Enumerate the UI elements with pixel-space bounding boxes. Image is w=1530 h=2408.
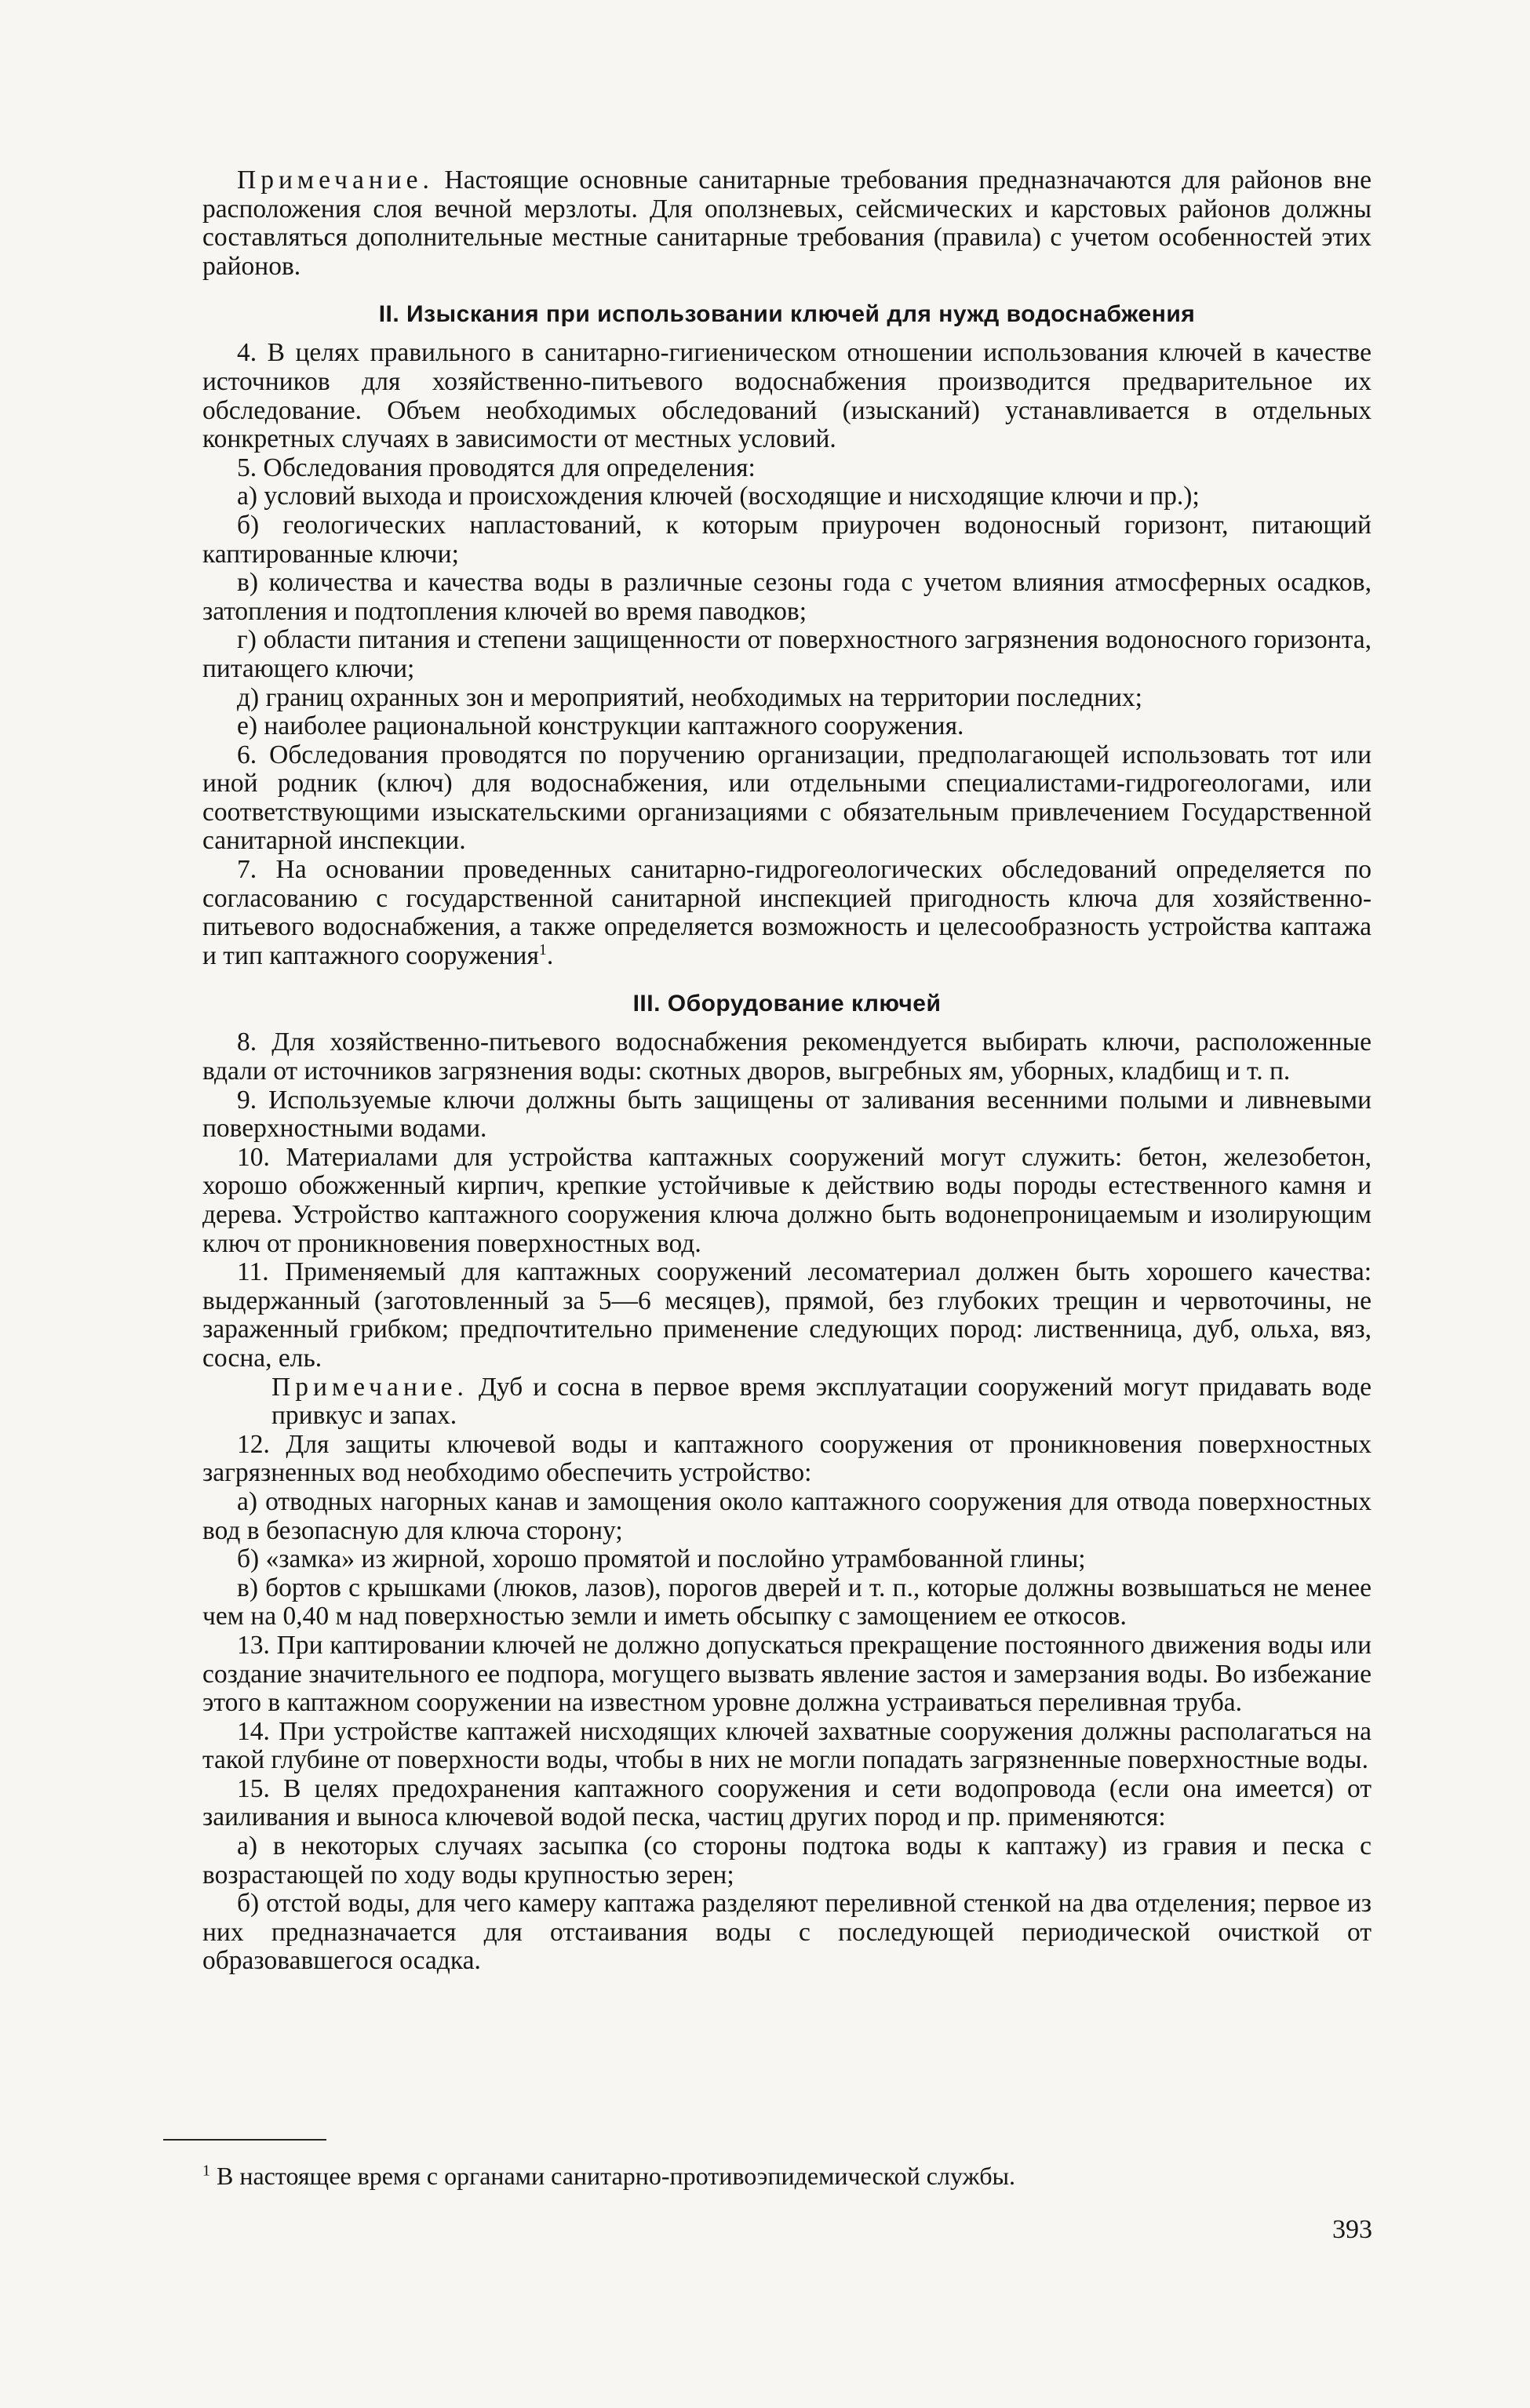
note-text: Дуб и сосна в первое время эксплуатации сооружений могут придавать воде привкус и запах. <box>271 1372 1372 1431</box>
page-number: 393 <box>1332 2215 1372 2244</box>
page-body <box>202 166 1372 1976</box>
note-label: Примечание. <box>271 1372 468 1402</box>
footnote-text: В настоящее время с органами санитарно-противоэпидемической службы. <box>210 2162 1016 2190</box>
item-5v: в) количества и качества воды в различные сезоны года с учетом влияния атмосферных осадков, затопления и подтопления ключей во время паводков; <box>202 568 1372 626</box>
paragraph-8: 8. Для хозяйственно-питьевого водоснабжения рекомендуется выбирать ключи, расположенные вдали от источников загрязнения воды: скотных дворов, выгребных ям, уборных, кладбищ и т. п. <box>202 1028 1372 1086</box>
paragraph-14: 14. При устройстве каптажей нисходящих ключей захватные сооружения должны располагаться на такой глубине от поверхности воды, чтобы в них не могли попадать загрязненные поверхностные воды. <box>202 1716 1372 1775</box>
footnote-marker: 1 <box>538 940 547 958</box>
paragraph-5: 5. Обследования проводятся для определения: <box>237 453 756 482</box>
note-paragraph-11 <box>237 1373 1372 1431</box>
intro-note <box>202 166 1372 281</box>
section-2-title: II. Изыскания при использовании ключей для нужд водоснабжения <box>378 301 1196 328</box>
paragraph-4: 4. В целях правильного в санитарно-гигиеническом отношении использования ключей в качестве источников для хозяйственно-питьевого водоснабжения производится предварительное их обследование. Объем необходимых обследований (изысканий) устанавливается в отдельных конкретных случаях в зависимости от местных условий. <box>202 338 1372 454</box>
paragraph-7-text: 7. На основании проведенных санитарно-гидрогеологических обследований определяется по согласованию с государственной санитарной инспекцией пригодность ключа для хозяйственно-питьевого водоснабжения, а также определяется возможность и целесообразность устройства каптажа и тип каптажного сооружения <box>202 855 1372 970</box>
footnote <box>202 2162 1372 2190</box>
item-5d: д) границ охранных зон и мероприятий, необходимых на территории последних; <box>237 682 1142 712</box>
paragraph-15: 15. В целях предохранения каптажного сооружения и сети водопровода (если она имеется) от заиливания и выноса ключевой водой песка, частиц других пород и пр. применяются: <box>202 1773 1372 1832</box>
paragraph-7-end: . <box>546 940 554 970</box>
item-15b: б) отстой воды, для чего камеру каптажа разделяют переливной стенкой на два отделения; первое из них предназначается для отстаивания воды с последующей периодической очисткой от образовавшегося осадка. <box>202 1889 1372 1976</box>
item-12a: а) отводных нагорных канав и замощения около каптажного сооружения для отвода поверхностных вод в безопасную для ключа сторону; <box>202 1486 1372 1545</box>
paragraph-6: 6. Обследования проводятся по поручению организации, предполагающей использовать тот или иной родник (ключ) для водоснабжения, или отдельными специалистами-гидрогеологами, или соответствующими изыскательскими организациями с обязательным привлечением Государственной санитарной инспекции. <box>202 740 1372 856</box>
item-5b: б) геологических напластований, к которым приурочен водоносный горизонт, питающий каптированные ключи; <box>202 510 1372 569</box>
item-5a: а) условий выхода и происхождения ключей (восходящие и нисходящие ключи и пр.); <box>237 482 1200 511</box>
paragraph-9: 9. Используемые ключи должны быть защищены от заливания весенними полыми и ливневыми поверхностными водами. <box>202 1085 1372 1144</box>
item-12b: б) «замка» из жирной, хорошо промятой и послойно утрамбованной глины; <box>237 1544 1086 1574</box>
paragraph-12: 12. Для защиты ключевой воды и каптажного сооружения от проникновения поверхностных загрязненных вод необходимо обеспечить устройство: <box>202 1429 1372 1488</box>
note-text: Настоящие основные санитарные требования предназначаются для районов вне расположения слоя вечной мерзлоты. Для оползневых, сейсмических и карстовых районов должны составляться дополнительные местные санитарные требования (правила) с учетом особенностей этих районов. <box>202 166 1372 281</box>
paragraph-10: 10. Материалами для устройства каптажных сооружений могут служить: бетон, железобетон, хорошо обожженный кирпич, крепкие устойчивые к действию воды породы естественного камня и дерева. Устройство каптажного сооружения ключа должно быть водонепроницаемым и изолирующим ключ от проникновения поверхностных вод. <box>202 1142 1372 1258</box>
footnote-divider <box>163 2139 326 2141</box>
item-15a: а) в некоторых случаях засыпка (со стороны подтока воды к каптажу) из гравия и песка с возрастающей по ходу воды крупностью зерен; <box>202 1831 1372 1890</box>
note-label: Примечание. <box>237 166 434 195</box>
footnote-mark: 1 <box>202 2162 210 2180</box>
item-5g: г) области питания и степени защищенности от поверхностного загрязнения водоносного горизонта, питающего ключи; <box>202 625 1372 683</box>
paragraph-13: 13. При каптировании ключей не должно допускаться прекращение постоянного движения воды или создание значительного ее подпора, могущего вызвать явление застоя и замерзания воды. Во избежание этого в каптажном сооружении на известном уровне должна устраиваться переливная труба. <box>202 1630 1372 1718</box>
paragraph-7 <box>202 856 1372 970</box>
section-3-title: III. Оборудование ключей <box>632 991 942 1017</box>
paragraph-11: 11. Применяемый для каптажных сооружений лесоматериал должен быть хорошего качества: выдержанный (заготовленный за 5—6 месяцев), прямой, без глубоких трещин и червоточины, не зараженный грибком; предпочтительно применение следующих пород: лиственница, дуб, ольха, вяз, сосна, ель. <box>202 1257 1372 1373</box>
item-5e: е) наиболее рациональной конструкции каптажного сооружения. <box>237 711 964 741</box>
item-12v: в) бортов с крышками (люков, лазов), порогов дверей и т. п., которые должны возвышаться не менее чем на 0,40 м над поверхностью земли и иметь обсыпку с замощением ее откосов. <box>202 1573 1372 1631</box>
